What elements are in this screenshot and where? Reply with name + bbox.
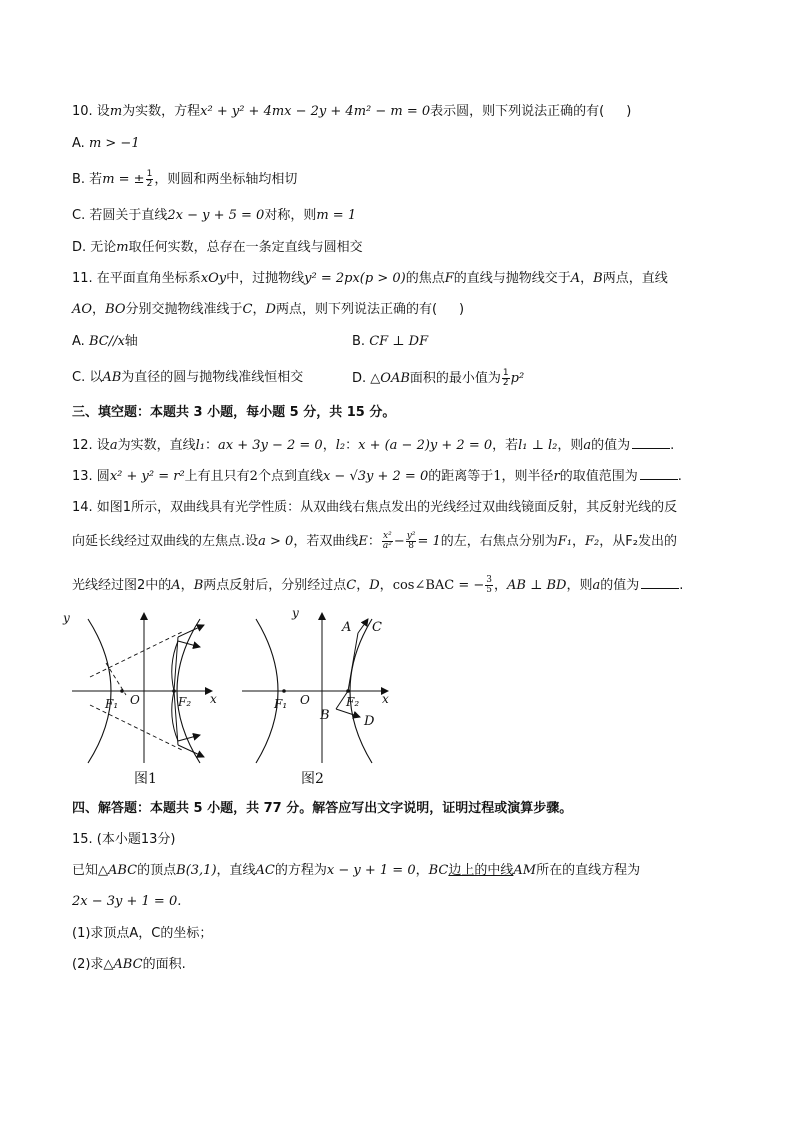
q10-option-c: C. 若圆关于直线2x − y + 5 = 0对称，则m = 1 (72, 208, 357, 223)
fig2-label-f2: F₂ (346, 695, 360, 709)
q12-answer-blank[interactable] (632, 436, 670, 449)
q11-option-d: D. △OAB面积的最小值为 $\frac{1}{2}$ p² (352, 368, 525, 388)
fig2-caption: 图2 (301, 771, 324, 787)
q10-option-a: A. m > −1 (72, 136, 140, 151)
fig1-label-x: x (210, 692, 217, 706)
figure-1 (66, 605, 226, 770)
fig1-label-y: y (63, 611, 70, 625)
section3-heading: 三、填空题：本题共 3 小题，每小题 5 分，共 15 分。 (72, 405, 396, 420)
q11-option-b: B. CF ⊥ DF (352, 334, 429, 349)
q15-heading: 15. (本小题13分) (72, 832, 176, 847)
q11-stem-line2: AO，BO分别交抛物线准线于C，D两点，则下列说法正确的有( ) (72, 302, 465, 317)
q15-sub1: (1)求顶点A，C的坐标； (72, 926, 213, 941)
q15-sub2: (2)求△ABC的面积. (72, 957, 186, 972)
q11-option-a: A. BC//x轴 (72, 334, 138, 349)
q10-equation: x² + y² + 4mx − 2y + 4m² − m = 0 (200, 104, 431, 119)
q13-stem: 13. 圆x² + y² = r²上有且只有2个点到直线x − √3y + 2 = 0的距离等于1，则半径r的取值范围为 . (72, 469, 682, 484)
q15-stem-line2: 2x − 3y + 1 = 0. (72, 894, 182, 909)
fig2-label-x: x (382, 692, 389, 706)
fig1-label-f1: F₁ (105, 697, 119, 711)
fig1-caption: 图1 (134, 771, 157, 787)
fig2-label-o: O (300, 693, 310, 707)
q14-line1: 14. 如图1所示，双曲线具有光学性质：从双曲线右焦点发出的光线经过双曲线镜面反射，其反射光线的反 (72, 500, 678, 515)
fig1-label-o: O (130, 693, 140, 707)
q10-option-d: D. 无论m取任何实数，总存在一条定直线与圆相交 (72, 240, 363, 255)
fig1-label-f2: F₂ (178, 695, 192, 709)
q14-line3: 光线经过图2中的A，B两点反射后，分别经过点C，D，cos∠BAC = − $\frac{3}{5}$ ，AB ⊥ BD，则a的值为 . (72, 575, 684, 595)
fig2-label-d: D (364, 714, 375, 729)
q11-stem-line1: 11. 在平面直角坐标系xOy中，过抛物线y² = 2px(p > 0)的焦点F的直线与抛物线交于A，B两点，直线 (72, 271, 668, 286)
section4-heading: 四、解答题：本题共 5 小题，共 77 分。解答应写出文字说明，证明过程或演算步骤。 (72, 801, 573, 816)
q15-stem-line1: 已知△ABC的顶点B(3,1)，直线AC的方程为x − y + 1 = 0，BC边上的中线AM所在的直线方程为 (72, 863, 641, 878)
q10-stem: 10. 设m为实数，方程x² + y² + 4mx − 2y + 4m² − m = 0表示圆，则下列说法正确的有( ) (72, 104, 632, 119)
q11-option-c: C. 以AB为直径的圆与抛物线准线恒相交 (72, 370, 304, 385)
fig2-label-c: C (372, 620, 382, 635)
fig2-label-b: B (320, 708, 330, 723)
q10-option-b: B. 若m = ± $\frac{1}{2}$ ，则圆和两坐标轴均相切 (72, 169, 298, 189)
q14-answer-blank[interactable] (641, 576, 679, 589)
q13-answer-blank[interactable] (640, 467, 678, 480)
fig2-label-f1: F₁ (274, 697, 288, 711)
q14-line2: 向延长线经过双曲线的左焦点.设a > 0，若双曲线E： $\frac{\text{x²}}{\text{a²}}$ − $\frac{\text{y²}}{8}$ = 1的左，右焦点分别为F₁，F₂，从F₂发出的 (72, 531, 677, 551)
fig2-label-a: A (342, 620, 352, 635)
q12-stem: 12. 设a为实数，直线l₁：ax + 3y − 2 = 0，l₂：x + (a − 2)y + 2 = 0，若l₁ ⊥ l₂，则a的值为 . (72, 438, 675, 453)
fig2-label-y: y (292, 606, 299, 620)
